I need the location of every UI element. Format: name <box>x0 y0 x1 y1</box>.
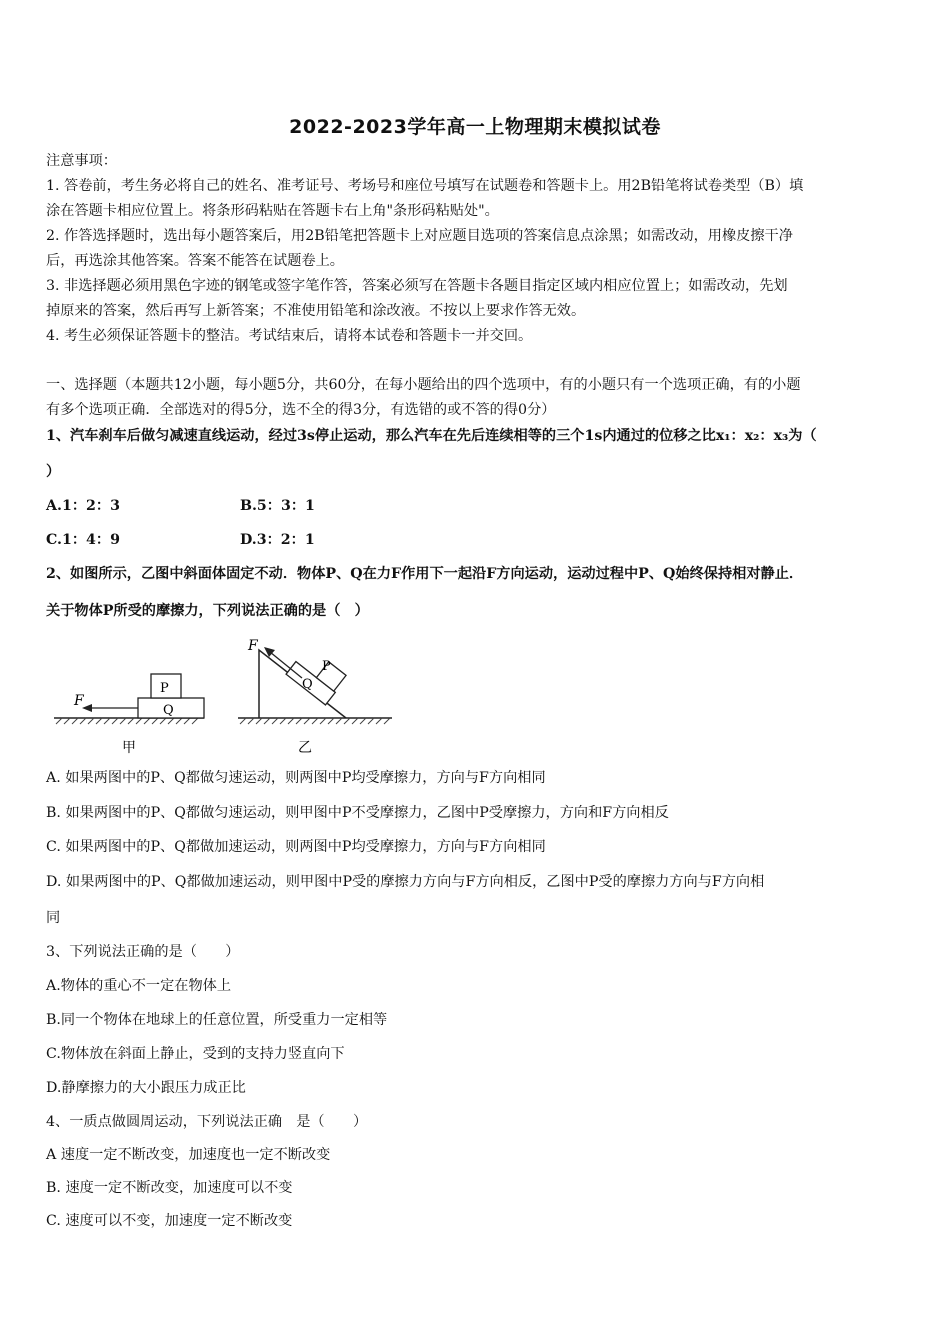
q1-option-a: A.1：2：3 <box>46 498 120 514</box>
label-q-left: Q <box>163 703 174 718</box>
q1-option-c: C.1：4：9 <box>46 532 120 548</box>
caption-yi: 乙 <box>298 740 312 756</box>
figure-jia <box>54 674 204 756</box>
notice-line-7: 4. 考生必须保证答题卡的整洁。考试结束后，请将本试卷和答题卡一并交回。 <box>46 328 533 344</box>
section-header-line-2: 有多个选项正确．全部选对的得5分，选不全的得3分，有选错的或不答的得0分） <box>46 402 556 418</box>
q1-stem-end: ） <box>46 464 61 480</box>
q1-stem: 1、汽车刹车后做匀减速直线运动，经过3s停止运动，那么汽车在先后连续相等的三个1s内通过的位移之比x₁：x₂：x₃为（ <box>46 428 817 444</box>
q4-option-a: A 速度一定不断改变，加速度也一定不断改变 <box>46 1147 331 1163</box>
q4-option-b: B. 速度一定不断改变，加速度可以不变 <box>46 1180 293 1196</box>
notice-line-4: 后，再选涂其他答案。答案不能答在试题卷上。 <box>46 253 344 269</box>
q2-stem: 2、如图所示，乙图中斜面体固定不动．物体P、Q在力F作用下一起沿F方向运动，运动过程中P、Q始终保持相对静止． <box>46 566 804 582</box>
q2-option-d: D. 如果两图中的P、Q都做加速运动，则甲图中P受的摩擦力方向与F方向相反，乙图中P受的摩擦力方向与F方向相 <box>46 874 765 890</box>
q2-stem-2: 关于物体P所受的摩擦力，下列说法正确的是（ ） <box>46 603 369 619</box>
caption-jia: 甲 <box>122 740 136 756</box>
section-header-line-1: 一、选择题（本题共12小题，每小题5分，共60分，在每小题给出的四个选项中，有的小题只有一个选项正确，有的小题 <box>46 377 801 393</box>
q2-figure <box>46 632 406 762</box>
ground-hatch-left <box>56 718 198 724</box>
notice-line-5: 3. 非选择题必须用黑色字迹的钢笔或签字笔作答，答案必须写在答题卡各题目指定区域内相应位置上；如需改动，先划 <box>46 278 788 294</box>
page-title: 2022-2023学年高一上物理期末模拟试卷 <box>289 116 661 138</box>
ground-hatch-right <box>240 718 390 724</box>
notice-line-3: 2. 作答选择题时，选出每小题答案后，用2B铅笔把答题卡上对应题目选项的答案信息点涂黑；如需改动，用橡皮擦干净 <box>46 228 793 244</box>
label-f-right: F <box>248 638 258 654</box>
q3-stem: 3、下列说法正确的是（ ） <box>46 944 240 960</box>
q2-option-c: C. 如果两图中的P、Q都做加速运动，则两图中P均受摩擦力，方向与F方向相同 <box>46 839 546 855</box>
q3-option-a: A.物体的重心不一定在物体上 <box>46 978 232 994</box>
q1-option-d: D.3：2：1 <box>240 532 315 548</box>
q2-option-a: A. 如果两图中的P、Q都做匀速运动，则两图中P均受摩擦力，方向与F方向相同 <box>46 770 546 786</box>
figure-yi <box>238 638 392 756</box>
label-f-left: F <box>74 693 84 709</box>
q1-option-b: B.5：3：1 <box>240 498 315 514</box>
q3-option-c: C.物体放在斜面上静止，受到的支持力竖直向下 <box>46 1046 345 1062</box>
q4-stem: 4、一质点做圆周运动，下列说法正确 是（ ） <box>46 1114 368 1130</box>
label-p-right: P <box>322 659 331 674</box>
notice-line-2: 涂在答题卡相应位置上。将条形码粘贴在答题卡右上角"条形码粘贴处"。 <box>46 203 499 219</box>
notice-line-6: 掉原来的答案，然后再写上新答案；不准使用铅笔和涂改液。不按以上要求作答无效。 <box>46 303 586 319</box>
q2-option-b: B. 如果两图中的P、Q都做匀速运动，则甲图中P不受摩擦力，乙图中P受摩擦力，方向和F方向相反 <box>46 805 669 821</box>
notice-line-1: 1. 答卷前，考生务必将自己的姓名、准考证号、考场号和座位号填写在试题卷和答题卡上。用2B铅笔将试卷类型（B）填 <box>46 178 804 194</box>
q4-option-c: C. 速度可以不变，加速度一定不断改变 <box>46 1213 293 1229</box>
q2-option-d-end: 同 <box>46 910 61 926</box>
label-p-left: P <box>160 681 169 696</box>
q3-option-b: B.同一个物体在地球上的任意位置，所受重力一定相等 <box>46 1012 388 1028</box>
q3-option-d: D.静摩擦力的大小跟压力成正比 <box>46 1080 246 1096</box>
notice-heading: 注意事项： <box>46 153 117 169</box>
label-q-right: Q <box>302 677 313 692</box>
